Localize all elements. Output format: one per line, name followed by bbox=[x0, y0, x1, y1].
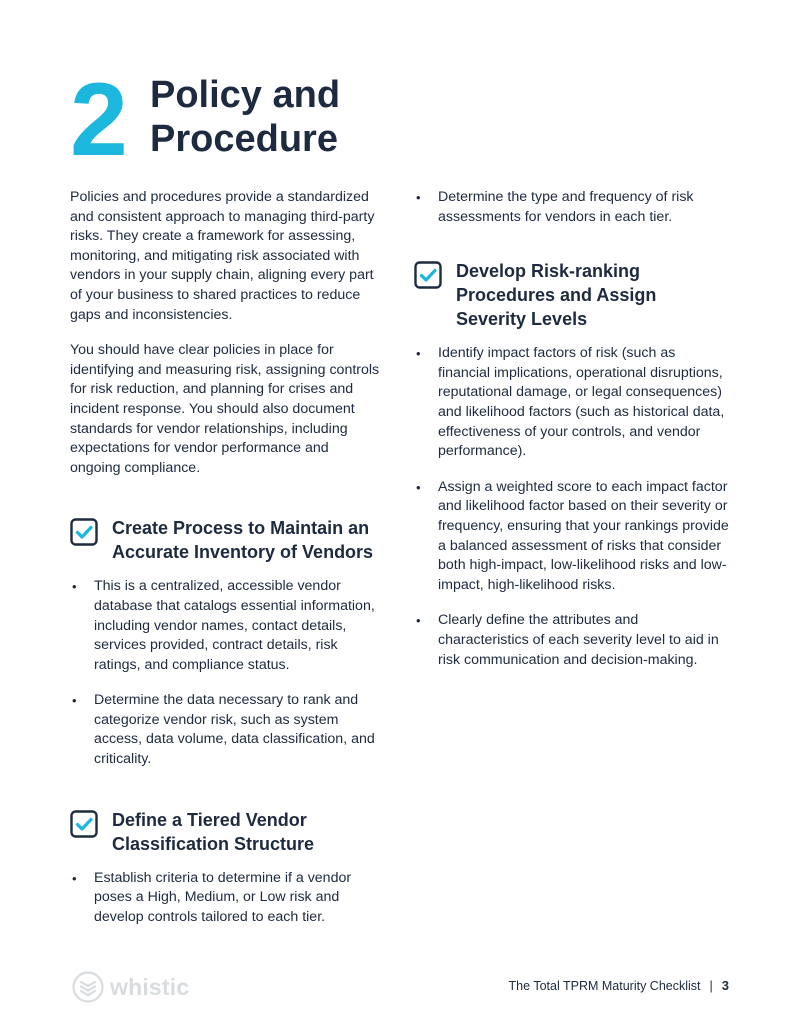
whistic-logo-mark-icon bbox=[72, 971, 104, 1003]
intro-paragraph: You should have clear policies in place for identifying and measuring risk, assigning controls for risk reduction, and planning for crises and incident response. You should also document standards for vendor relationships, including expectations for vendor performance and ongoing compliance. bbox=[70, 342, 380, 476]
bullet-list bbox=[414, 188, 730, 227]
bullet-list bbox=[414, 344, 730, 670]
bullet-list bbox=[70, 577, 382, 769]
checklist-heading-line: Define a Tiered Vendor bbox=[112, 809, 307, 830]
right-column bbox=[414, 188, 730, 686]
footer-separator: | bbox=[709, 978, 713, 993]
bullet-item: • Determine the data necessary to rank and categorize vendor risk, such as system access, data volume, data classification, and criticality. bbox=[70, 691, 382, 769]
bullet-item: • Clearly define the attributes and characteristics of each severity level to aid in risk communication and decision-making. bbox=[414, 611, 730, 670]
section-title-line: Policy and bbox=[150, 74, 341, 116]
checklist-heading-line: Severity Levels bbox=[456, 309, 588, 330]
checklist-heading-line: Procedures and Assign bbox=[456, 285, 657, 306]
bullet-item: • Identify impact factors of risk (such as financial implications, operational disruptions, reputational damage, or legal consequences) and likelihood factors (such as historical data, effectiveness of your controls, and vendor performance). bbox=[414, 344, 730, 462]
left-column bbox=[70, 188, 382, 943]
checked-box-icon bbox=[70, 518, 98, 546]
bullet-list bbox=[70, 869, 382, 928]
bullet-item: • Assign a weighted score to each impact factor and likelihood factor based on their severity or frequency, ensuring that your rankings provide a balanced assessment of risks that consider both high-impact, low-likelihood risks and low-impact, high-likelihood risks. bbox=[414, 478, 730, 596]
checklist-heading bbox=[414, 259, 730, 331]
checklist-heading-line: Create Process to Maintain an bbox=[112, 518, 370, 539]
checked-box-icon bbox=[70, 810, 98, 838]
intro-paragraph: Policies and procedures provide a standardized and consistent approach to managing third-party risks. They create a framework for assessing, monitoring, and mitigating risk associated with vendors in your supply chain, aligning every part of your business to shared practices to reduce gaps and inconsistencies. bbox=[70, 189, 375, 323]
document-title: The Total TPRM Maturity Checklist bbox=[508, 978, 701, 993]
page-number: 3 bbox=[721, 978, 729, 993]
checklist-heading-line: Accurate Inventory of Vendors bbox=[112, 542, 374, 563]
checklist-heading-line: Classification Structure bbox=[112, 833, 315, 854]
checklist-heading-line: Develop Risk-ranking bbox=[456, 261, 641, 282]
section-title-line: Procedure bbox=[150, 118, 338, 160]
bullet-item: • Determine the type and frequency of risk assessments for vendors in each tier. bbox=[414, 188, 730, 227]
bullet-item: • This is a centralized, accessible vendor database that catalogs essential information, including vendor names, contact details, services provided, contract details, risk ratings, and compliance status. bbox=[70, 577, 382, 675]
bullet-item: • Establish criteria to determine if a vendor poses a High, Medium, or Low risk and develop controls tailored to each tier. bbox=[70, 869, 382, 928]
checklist-heading bbox=[70, 808, 382, 856]
brand-logo bbox=[72, 971, 189, 1003]
checklist-heading bbox=[70, 516, 382, 564]
brand-name: whistic bbox=[110, 973, 190, 1000]
section-number: 2 bbox=[70, 62, 125, 178]
section-title bbox=[150, 73, 340, 161]
checked-box-icon bbox=[414, 261, 442, 289]
page-footer bbox=[509, 978, 729, 993]
